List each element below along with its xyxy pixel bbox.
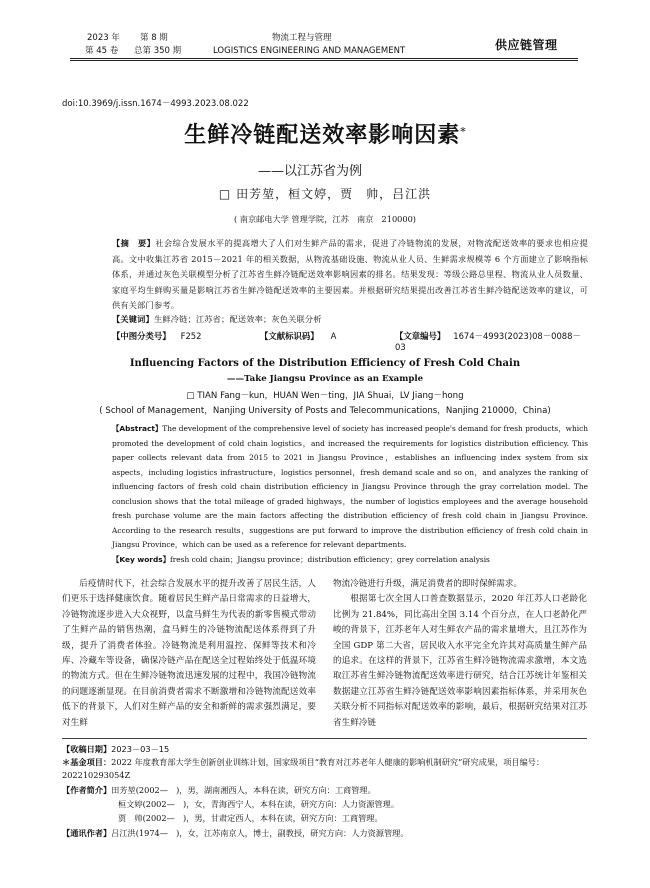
body-column-left bbox=[62, 577, 316, 731]
received-value: 2023－03－15 bbox=[111, 744, 170, 754]
journal-title-cn: 物流工程与管理 bbox=[272, 33, 332, 43]
authors-cn: □ 田芳堃，桓文婷，贾 帅，吕江洪 bbox=[218, 187, 432, 201]
body-paragraph: 后疫情时代下，社会综合发展水平的提升改善了居民生活，人们更乐于选择健康饮食。随着居民生鲜产品日常需求的日益增大，冷链物流逐步进入大众视野，以盒马鲜生为代表的新零售模式带动了生鲜产品的销售热潮，盒马鲜生的冷链物流配送体系得到了升级，提升了消费者体验。冷链物流是利用温控、保鲜等技术和冷库、冷藏车等设备，确保冷链产品在配送全过程始终处于低温环境的物流方式。但在生鲜冷链物流迅速发展的过程中，我国冷链物流的问题逐渐显现。在目前消费者需求不断激增和冷链物流配送效率低下的背景下，人们对生鲜产品的安全和新鲜的需求强烈满足，要对生鲜 bbox=[62, 579, 316, 728]
fund-value: 2022 年度教育部大学生创新创业训练计划，国家级项目“教育对江苏老年人健康的影响机制研究”研究成果，项目编号：202210293054Z bbox=[62, 757, 545, 780]
header-year: 2023 年 bbox=[87, 33, 120, 43]
author-bio-3: 贾 帅(2002— )，男，甘肃定西人，本科在读，研究方向：工商管理。 bbox=[118, 813, 383, 823]
header-total-issue: 总第 350 期 bbox=[134, 46, 182, 56]
corresponding-value: 吕江洪(1974— )，女，江苏南京人，博士，副教授，研究方向：人力资源管理。 bbox=[111, 828, 409, 838]
keywords-en bbox=[112, 553, 588, 568]
title-block bbox=[0, 118, 650, 149]
paper-title: 生鲜冷链配送效率影响因素 bbox=[184, 122, 461, 148]
clc-label: 【中图分类号】 bbox=[112, 331, 171, 341]
paper-subtitle: ——以江苏省为例 bbox=[258, 164, 363, 179]
author-bio bbox=[62, 784, 587, 797]
affiliation-en: ( School of Management，Nanjing University of Posts and Telecommunications，Nanjing 210000，China) bbox=[99, 406, 551, 416]
subtitle-en: ——Take Jiangsu Province as an Example bbox=[226, 374, 424, 384]
title-en: Influencing Factors of the Distribution Efficiency of Fresh Cold Chain bbox=[129, 358, 521, 369]
keywords-en-label: 【Key words】 bbox=[112, 555, 171, 564]
header-rule-top bbox=[70, 58, 578, 59]
title-footnote-marker: * bbox=[460, 125, 466, 139]
corresponding-label: 【通讯作者】 bbox=[62, 828, 112, 838]
body-column-right bbox=[333, 577, 587, 731]
header-rule-bottom bbox=[70, 60, 578, 61]
body-paragraph: 根据第七次全国人口普查数据显示，2020 年江苏人口老龄化比例为 21.84%，同比高出全国 3.14 个百分点，在人口老龄化严峻的背景下，江苏老年人对生鲜农产品的需求量增大，且江苏作为全国 GDP 第二大省，居民收入水平完全允许其对高质量生鲜产品的追求。在这样的背景下，江苏省生鲜冷链物流需求激增，本文选取江苏省生鲜冷链物流配送效率进行研究，结合江苏统计年鉴相关数据建立江苏省生鲜冷链配送效率影响因素指标体系，并采用灰色关联分析不同指标对配送效率的影响，最后，根据研究结果对江苏省生鲜冷链 bbox=[333, 594, 587, 728]
author-bio-1: 田芳堃(2002— )，男，湖南湘西人，本科在读，研究方向：工商管理。 bbox=[111, 785, 376, 795]
keywords-cn bbox=[112, 312, 588, 328]
keywords-en-text: fresh cold chain；Jiangsu province；distribution efficiency；grey correlation analysis bbox=[170, 555, 490, 564]
clc-value: F252 bbox=[180, 331, 202, 341]
abstract-cn bbox=[112, 236, 588, 314]
abstract-en bbox=[112, 422, 588, 553]
fund-note bbox=[62, 756, 587, 781]
doc-code-value: A bbox=[330, 331, 337, 341]
article-number-value: 1674－4993(2023)08－0088－03 bbox=[395, 331, 581, 352]
journal-title-en: LOGISTICS ENGINEERING AND MANAGEMENT bbox=[213, 46, 406, 56]
corresponding-author bbox=[62, 827, 587, 840]
abstract-cn-label: 【摘 要】 bbox=[112, 238, 156, 248]
received-label: 【收稿日期】 bbox=[62, 744, 112, 754]
abstract-en-text: The development of the comprehensive level of society has increased people's demand for fresh products，which promoted the development of cold chain logistics，and increased the requirements for logistics distribution efficiency. This paper collects relevant data from 2015 to 2021 in Jiangsu Province，establishes an influencing index system from six aspects，including logistics infrastructure，logistics personnel，fresh demand scale and so on，and analyzes the ranking of influencing factors of fresh cold chain distribution efficiency in Jiangsu Province through the gray correlation model. The conclusion shows that the total mileage of graded highways，the number of logistics employees and the average household fresh purchase volume are the main factors affecting the distribution efficiency of fresh cold chain in Jiangsu Province. According to the research results，suggestions are put forward to improve the distribution efficiency of fresh cold chain in Jiangsu Province，which can be used as a reference for relevant departments. bbox=[112, 424, 588, 549]
keywords-cn-label: 【关键词】 bbox=[112, 314, 154, 324]
author-bio-label: 【作者简介】 bbox=[62, 785, 112, 795]
keywords-cn-text: 生鲜冷链；江苏省；配送效率；灰色关联分析 bbox=[153, 314, 322, 324]
body-paragraph: 物流冷链进行升级，满足消费者的即时保鲜需求。 bbox=[333, 579, 523, 589]
section-name: 供应链管理 bbox=[495, 38, 558, 52]
abstract-cn-text: 社会综合发展水平的提高增大了人们对生鲜产品的需求，促进了冷链物流的发展，对物流配送效率的要求也相应提高。文中收集江苏省 2015－2021 年的相关数据，从物流基础设施、物流从业人员、生鲜需求规模等 6 个方面建立了影响指标体系，并通过灰色关联模型分析了江苏省生鲜冷链配送效率影响因素的排名。结果发现：等级公路总里程、物流从业人员数量、家庭平均生鲜购买量是影响江苏省生鲜冷链配送效率的主要因素。并根据研究结果提出改善江苏省生鲜冷链配送效率的建议，可供有关部门参考。 bbox=[112, 238, 588, 310]
affiliation-cn: ( 南京邮电大学 管理学院，江苏 南京 210000) bbox=[233, 214, 417, 224]
author-bio-2: 桓文婷(2002— )，女，青海西宁人，本科在读，研究方向：人力资源管理。 bbox=[118, 799, 400, 809]
doc-code-label: 【文献标识码】 bbox=[260, 331, 319, 341]
header-issue: 第 8 期 bbox=[140, 33, 168, 43]
authors-en: □ TIAN Fang－kun，HUAN Wen－ting，JIA Shuai，LV Jiang－hong bbox=[186, 391, 464, 401]
doi: doi:10.3969/j.issn.1674－4993.2023.08.022 bbox=[62, 99, 249, 109]
abstract-en-label: 【Abstract】 bbox=[112, 424, 163, 433]
fund-label: ＊基金项目： bbox=[62, 757, 112, 767]
article-number-label: 【文章编号】 bbox=[395, 331, 446, 341]
footnote-rule bbox=[62, 738, 587, 739]
received-date bbox=[62, 743, 587, 756]
header-volume: 第 45 卷 bbox=[85, 46, 119, 56]
